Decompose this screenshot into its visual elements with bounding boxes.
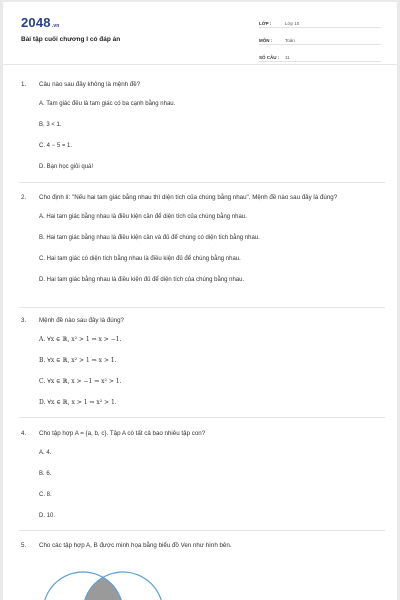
question-text: Mệnh đề nào sau đây là đúng? bbox=[39, 317, 124, 324]
question-number: 1. bbox=[21, 81, 27, 88]
question-text: Cho tập hợp A = {a, b, c}. Tập A có tất cả bao nhiêu tập con? bbox=[39, 430, 206, 437]
divider bbox=[19, 530, 385, 531]
question-text: Cho định lí: "Nếu hai tam giác bằng nhau thì diện tích của chúng bằng nhau". Mệnh đề nào sau đây là đúng? bbox=[39, 194, 338, 201]
meta-label: MÔN : bbox=[259, 38, 273, 43]
header bbox=[3, 2, 397, 65]
option-a[interactable]: A. ∀x ∈ ℝ, x² > 1 ⇒ x > −1. bbox=[39, 336, 122, 343]
question-number: 3. bbox=[21, 317, 27, 324]
question-text: Cho các tập hợp A, B được minh họa bằng biểu đồ Ven như hình bên. bbox=[39, 542, 232, 549]
question-stem bbox=[21, 193, 383, 203]
question-number: 2. bbox=[21, 194, 27, 201]
question-4 bbox=[21, 429, 383, 521]
venn-intersection bbox=[83, 572, 163, 600]
question-stem bbox=[21, 541, 383, 551]
question-text: Câu nào sau đây không là mệnh đề? bbox=[39, 81, 141, 88]
option-b[interactable]: B. Hai tam giác bằng nhau là điều kiện cần và đủ để chúng có diện tích bằng nhau. bbox=[39, 235, 260, 241]
question-number: 5. bbox=[21, 542, 27, 549]
question-3 bbox=[21, 316, 383, 408]
option-c[interactable]: C. 4 − 5 = 1. bbox=[39, 143, 73, 149]
option-b[interactable]: B. ∀x ∈ ℝ, x² > 1 ⇒ x > 1. bbox=[39, 357, 117, 364]
divider bbox=[19, 417, 385, 418]
option-b[interactable]: B. 3 < 1. bbox=[39, 122, 62, 128]
meta-value: 11 bbox=[285, 55, 290, 60]
meta-row-subject bbox=[259, 33, 381, 45]
question-2 bbox=[21, 193, 383, 285]
meta-row-count bbox=[259, 50, 381, 62]
question-number: 4. bbox=[21, 430, 27, 437]
meta-label: LỚP : bbox=[259, 21, 272, 26]
meta-value: Toán bbox=[285, 38, 295, 43]
option-c[interactable]: C. 8. bbox=[39, 492, 52, 498]
option-b[interactable]: B. 6. bbox=[39, 471, 52, 477]
option-c[interactable]: C. ∀x ∈ ℝ, x > −1 ⇒ x² > 1. bbox=[39, 378, 122, 385]
question-stem bbox=[21, 316, 383, 326]
divider bbox=[19, 182, 385, 183]
option-d[interactable]: D. Hai tam giác bằng nhau là điều kiện đủ để diện tích của chúng bằng nhau. bbox=[39, 277, 245, 283]
option-d[interactable]: D. ∀x ∈ ℝ, x > 1 ⇒ x² > 1. bbox=[39, 399, 117, 406]
meta-value: Lớp 10 bbox=[285, 21, 300, 26]
question-1 bbox=[21, 80, 383, 172]
venn-diagram bbox=[38, 562, 168, 600]
option-c[interactable]: C. Hai tam giác có diện tích bằng nhau là điều kiện đủ để chúng bằng nhau. bbox=[39, 256, 241, 262]
question-stem bbox=[21, 80, 383, 90]
document-title: Bài tập cuối chương I có đáp án bbox=[21, 36, 121, 43]
question-stem bbox=[21, 429, 383, 439]
logo-suffix: .vn bbox=[51, 23, 60, 29]
option-d[interactable]: D. 10. bbox=[39, 513, 56, 519]
option-a[interactable]: A. Tam giác đều là tam giác có ba cạnh bằng nhau. bbox=[39, 101, 176, 107]
option-a[interactable]: A. Hai tam giác bằng nhau là điều kiện cần để diện tích của chúng bằng nhau. bbox=[39, 214, 247, 220]
question-5 bbox=[21, 541, 383, 551]
site-logo[interactable] bbox=[21, 15, 60, 30]
option-a[interactable]: A. 4. bbox=[39, 450, 52, 456]
meta-row-class bbox=[259, 16, 381, 28]
divider bbox=[19, 307, 385, 308]
option-d[interactable]: D. Bạn học giỏi quá! bbox=[39, 164, 94, 170]
logo-text: 2048 bbox=[21, 15, 51, 30]
meta-label: SỐ CÂU : bbox=[259, 55, 280, 60]
meta-info bbox=[259, 16, 381, 67]
worksheet-page bbox=[3, 2, 397, 600]
